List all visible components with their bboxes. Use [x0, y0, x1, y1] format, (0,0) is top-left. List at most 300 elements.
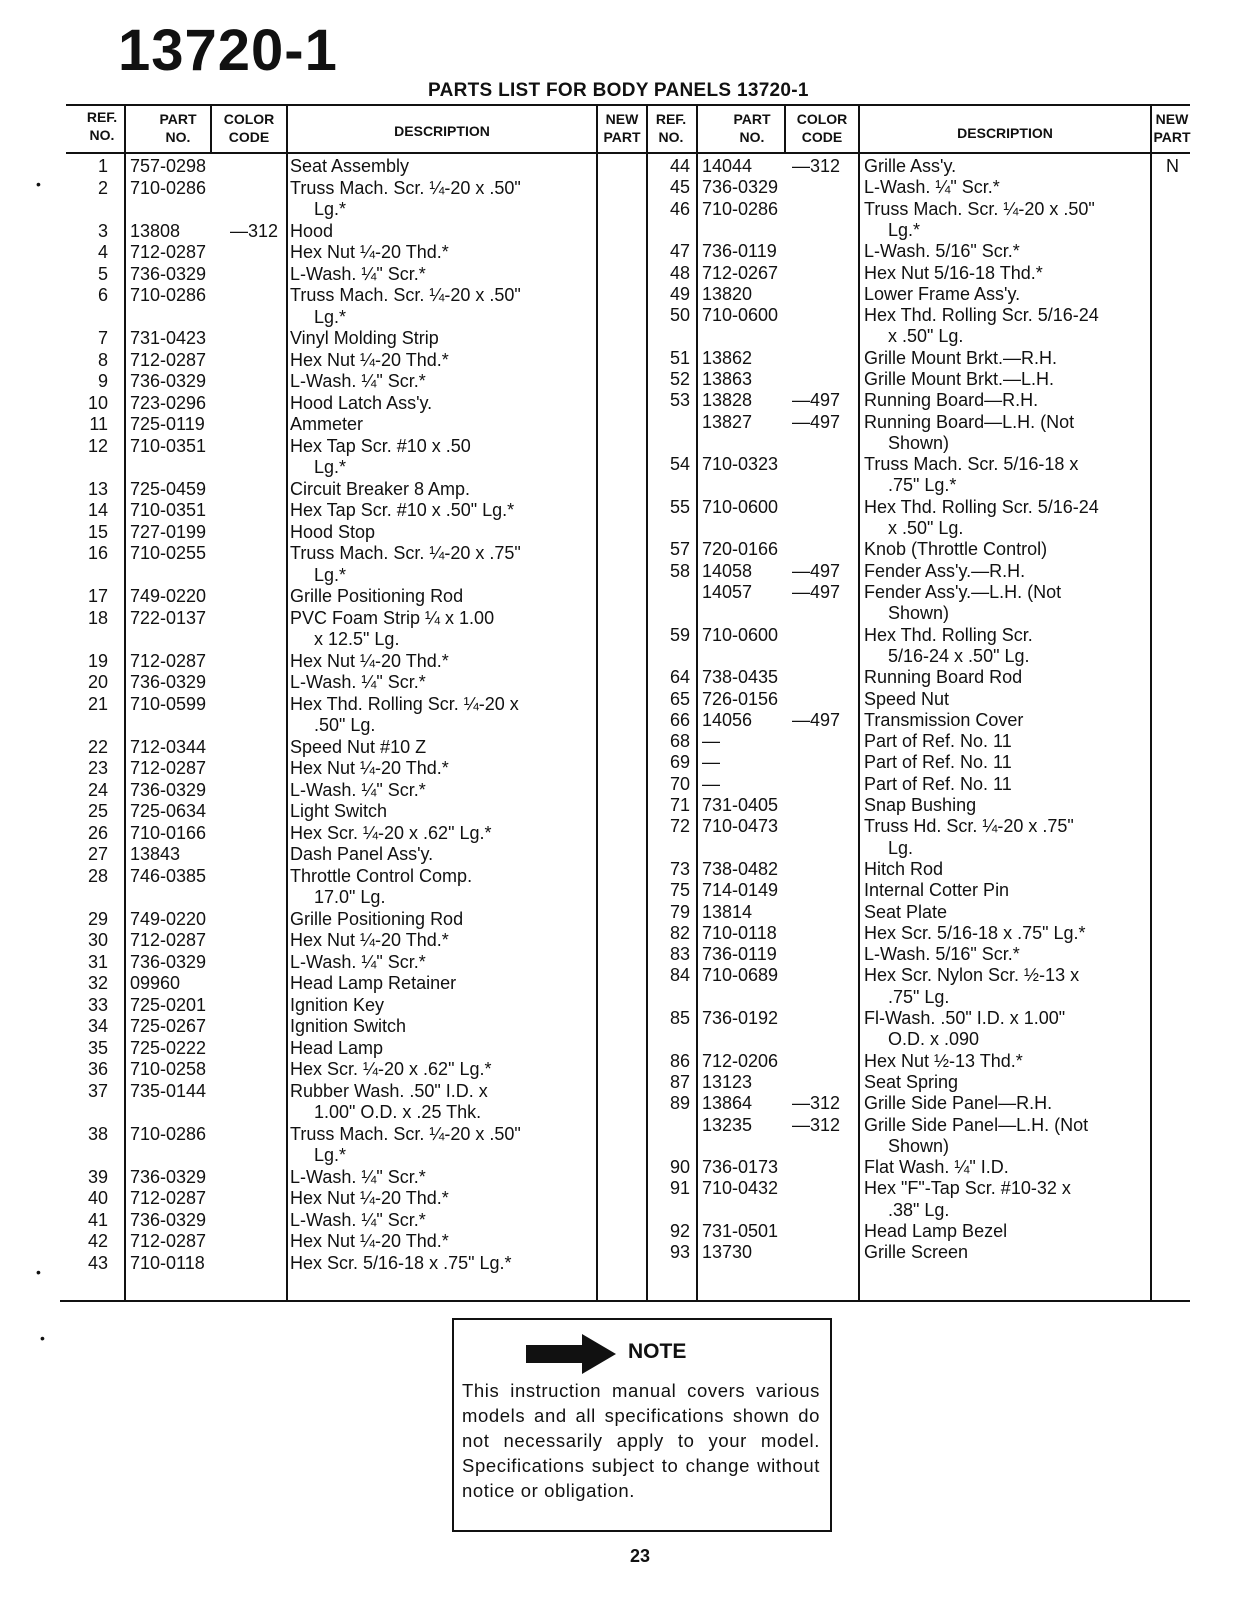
ref-no-cell: 52	[669, 369, 690, 389]
description-continued: x 12.5" Lg.	[314, 629, 400, 649]
description-cell: L-Wash. ¼" Scr.*	[290, 371, 426, 391]
description-continued: 1.00" O.D. x .25 Thk.	[314, 1102, 482, 1122]
part-no-cell: 736-0329	[130, 263, 207, 284]
description-cell: Fl-Wash. .50" I.D. x 1.00"	[864, 1008, 1066, 1028]
part-no-cell: 14058	[702, 560, 753, 581]
description-continued: Lg.*	[314, 457, 347, 477]
ref-no-cell: 49	[669, 283, 690, 304]
ref-no-cell: 25	[87, 801, 108, 821]
part-no-cell: 725-0201	[130, 994, 207, 1015]
ref-no-cell: 64	[669, 667, 690, 688]
ref-no-cell: 54	[669, 454, 690, 475]
description-cell: Snap Bushing	[864, 795, 977, 815]
description-continued: Shown)	[888, 1135, 950, 1156]
description-cell: Hex Nut ¼-20 Thd.*	[290, 349, 449, 370]
part-no-cell: 710-0323	[702, 454, 779, 475]
description-cell: Circuit Breaker 8 Amp.	[290, 478, 471, 499]
part-no-cell: 712-0287	[130, 349, 207, 370]
ref-no-cell: 70	[669, 773, 690, 794]
color-code-cell: —497	[792, 411, 841, 432]
table-row	[0, 221, 1253, 243]
table-row	[0, 263, 1253, 285]
ref-no-cell: 6	[97, 285, 108, 305]
description-continued: Lg.	[888, 837, 914, 858]
new-part-cell: N	[1166, 156, 1179, 176]
part-no-cell: 736-0329	[702, 177, 779, 198]
description-cell: L-Wash. ¼" Scr.*	[290, 1166, 426, 1187]
part-no-cell: 731-0423	[130, 328, 207, 348]
color-code-cell: —312	[230, 220, 279, 241]
part-no-cell: 710-0473	[702, 816, 779, 837]
part-no-cell: 14056	[702, 709, 753, 730]
table-row	[0, 752, 1253, 774]
ref-no-cell: 35	[87, 1037, 108, 1058]
table-header-rule	[66, 152, 1190, 154]
part-no-cell: 710-0255	[130, 543, 207, 563]
ref-no-cell: 24	[87, 779, 108, 800]
part-no-cell: 710-0286	[130, 1123, 207, 1144]
table-row	[0, 390, 1253, 412]
arrow-right-icon	[526, 1334, 616, 1374]
part-no-cell: 757-0298	[130, 156, 207, 176]
description-continued: Lg.*	[314, 306, 347, 327]
part-no-cell: 13820	[702, 283, 753, 304]
description-cell: Hex Scr. ¼-20 x .62" Lg.*	[290, 822, 492, 843]
part-no-cell: 725-0459	[130, 478, 207, 499]
part-no-cell: 722-0137	[130, 607, 207, 628]
description-cell: Truss Mach. Scr. ¼-20 x .50"	[864, 198, 1095, 219]
description-cell: Dash Panel Ass'y.	[290, 844, 434, 864]
table-row	[0, 944, 1253, 966]
table-row	[0, 710, 1253, 732]
part-no-cell: 736-0329	[130, 1209, 207, 1230]
table-row	[0, 859, 1253, 881]
part-no-cell: 13123	[702, 1071, 753, 1092]
description-cell: Hex Scr. 5/16-18 x .75" Lg.*	[864, 922, 1086, 943]
part-no-cell: 725-0267	[130, 1016, 207, 1036]
ref-no-cell: 39	[87, 1166, 108, 1187]
ref-no-cell: 11	[89, 414, 108, 434]
ref-no-cell: 33	[87, 994, 108, 1015]
ref-no-cell: 10	[87, 392, 108, 413]
description-continued: Lg.*	[314, 564, 347, 585]
ref-no-cell: 42	[87, 1231, 108, 1251]
description-cell: Part of Ref. No. 11	[864, 773, 1012, 794]
color-code-cell: —497	[792, 560, 841, 581]
part-no-cell: 710-0258	[130, 1059, 207, 1079]
description-cell: Internal Cotter Pin	[864, 880, 1010, 901]
description-cell: Grille Positioning Rod	[290, 586, 464, 606]
description-continued: Shown)	[888, 603, 950, 624]
table-row	[0, 689, 1253, 711]
description-cell: Truss Mach. Scr. ¼-20 x .75"	[290, 543, 521, 563]
ref-no-cell: 19	[87, 650, 108, 671]
table-row	[0, 539, 1253, 561]
ref-no-cell: 16	[87, 543, 108, 563]
description-cell: Light Switch	[290, 801, 388, 821]
scan-mark: •	[36, 176, 41, 192]
description-continued: x .50" Lg.	[888, 326, 964, 347]
part-no-cell: —	[702, 773, 720, 794]
model-number: 13720-1	[118, 18, 338, 83]
ref-no-cell: 46	[669, 198, 690, 219]
ref-no-cell: 50	[669, 305, 690, 326]
header-part-no: PART NO.	[733, 111, 771, 145]
ref-no-cell: 34	[87, 1016, 108, 1036]
ref-no-cell: 68	[669, 731, 690, 752]
description-cell: Hex "F"-Tap Scr. #10-32 x	[864, 1178, 1071, 1199]
ref-no-cell: 23	[87, 758, 108, 778]
description-cell: L-Wash. ¼" Scr.*	[290, 1209, 426, 1230]
table-row	[0, 902, 1253, 924]
part-no-cell: 13864	[702, 1093, 753, 1114]
description-cell: Throttle Control Comp.	[290, 865, 473, 886]
ref-no-cell: 36	[87, 1059, 108, 1079]
part-no-cell: 710-0600	[702, 305, 779, 326]
description-cell: Hood Stop	[290, 521, 376, 542]
part-no-cell: 731-0405	[702, 795, 779, 815]
ref-no-cell: 30	[87, 930, 108, 950]
table-row	[0, 328, 1253, 350]
ref-no-cell: 53	[669, 390, 690, 411]
description-cell: L-Wash. 5/16" Scr.*	[864, 241, 1020, 262]
table-row	[0, 923, 1253, 945]
description-cell: L-Wash. ¼" Scr.*	[290, 779, 426, 800]
description-cell: Hex Thd. Rolling Scr. 5/16-24	[864, 305, 1099, 326]
ref-no-cell: 15	[87, 521, 108, 542]
ref-no-cell: 12	[87, 435, 108, 456]
description-cell: Rubber Wash. .50" I.D. x	[290, 1080, 488, 1101]
ref-no-cell: 86	[669, 1050, 690, 1071]
ref-no-cell: 66	[669, 709, 690, 730]
part-no-cell: 712-0206	[702, 1050, 779, 1071]
description-cell: Hood Latch Ass'y.	[290, 392, 433, 413]
ref-no-cell: 75	[669, 880, 690, 901]
table-row	[0, 880, 1253, 902]
part-no-cell: 720-0166	[702, 539, 779, 560]
description-cell: Hex Nut ½-13 Thd.*	[864, 1050, 1023, 1071]
scan-mark: •	[36, 1264, 41, 1280]
description-cell: Head Lamp Retainer	[290, 973, 457, 993]
table-row	[0, 1157, 1253, 1179]
table-row	[0, 348, 1253, 370]
ref-no-cell: 37	[87, 1080, 108, 1101]
description-cell: Flat Wash. ¼" I.D.	[864, 1157, 1009, 1178]
table-row	[0, 177, 1253, 199]
description-cell: Running Board—R.H.	[864, 390, 1039, 411]
description-cell: Seat Spring	[864, 1071, 959, 1092]
part-no-cell: 725-0119	[130, 414, 205, 434]
ref-no-cell: 8	[97, 349, 108, 370]
description-cell: Grille Positioning Rod	[290, 908, 464, 929]
description-cell: Hex Nut ¼-20 Thd.*	[290, 242, 449, 262]
part-no-cell: 710-0118	[702, 922, 777, 943]
table-row	[0, 1242, 1253, 1264]
ref-no-cell: 79	[669, 901, 690, 922]
part-no-cell: 710-0351	[130, 500, 207, 520]
ref-no-cell: 43	[87, 1252, 108, 1273]
color-code-cell: —497	[792, 582, 841, 602]
description-cell: Hex Thd. Rolling Scr. 5/16-24	[864, 496, 1099, 517]
part-no-cell: 710-0600	[702, 624, 779, 645]
description-cell: Speed Nut #10 Z	[290, 736, 427, 757]
description-cell: Hood	[290, 220, 334, 241]
color-code-cell: —312	[792, 156, 841, 176]
part-no-cell: 712-0287	[130, 650, 207, 671]
part-no-cell: 749-0220	[130, 908, 207, 929]
header-description: DESCRIPTION	[394, 123, 490, 139]
part-no-cell: 712-0344	[130, 736, 207, 757]
description-cell: Hex Scr. Nylon Scr. ½-13 x	[864, 965, 1080, 986]
part-no-cell: 13235	[702, 1114, 753, 1135]
description-cell: Part of Ref. No. 11	[864, 752, 1012, 773]
part-no-cell: 723-0296	[130, 392, 207, 413]
table-row	[0, 156, 1253, 178]
ref-no-cell: 31	[87, 951, 108, 972]
part-no-cell: 712-0287	[130, 930, 207, 950]
ref-no-cell: 14	[87, 500, 108, 520]
description-cell: PVC Foam Strip ¼ x 1.00	[290, 607, 495, 628]
description-cell: Hex Scr. 5/16-18 x .75" Lg.*	[290, 1252, 512, 1273]
description-continued: Lg.*	[314, 199, 347, 219]
part-no-cell: 712-0287	[130, 242, 207, 262]
ref-no-cell: 13	[87, 478, 108, 499]
table-row	[0, 774, 1253, 796]
part-no-cell: 14044	[702, 156, 753, 176]
ref-no-cell: 44	[669, 156, 690, 176]
description-continued: 17.0" Lg.	[314, 887, 386, 907]
description-cell: Hitch Rod	[864, 858, 944, 879]
header-color-code: COLOR CODE	[223, 111, 275, 145]
ref-no-cell: 72	[669, 816, 690, 837]
description-cell: Grille Ass'y.	[864, 156, 957, 176]
ref-no-cell: 48	[669, 262, 690, 283]
part-no-cell: 712-0267	[702, 262, 779, 283]
parts-list-heading: PARTS LIST FOR BODY PANELS 13720-1	[428, 80, 809, 101]
description-cell: Vinyl Molding Strip	[290, 328, 439, 348]
ref-no-cell: 5	[97, 263, 108, 284]
table-row	[0, 667, 1253, 689]
table-row	[0, 369, 1253, 391]
part-no-cell: 13814	[702, 901, 753, 922]
description-cell: Head Lamp	[290, 1037, 384, 1058]
description-cell: Hex Thd. Rolling Scr. ¼-20 x	[290, 693, 519, 714]
description-cell: Seat Plate	[864, 901, 948, 922]
ref-no-cell: 47	[669, 241, 690, 262]
ref-no-cell: 21	[87, 693, 108, 714]
description-continued: .75" Lg.	[888, 986, 950, 1007]
ref-no-cell: 17	[87, 586, 108, 606]
page-number: 23	[630, 1546, 651, 1566]
header-color-code: COLOR CODE	[796, 111, 848, 145]
part-no-cell: 710-0166	[130, 822, 207, 843]
part-no-cell: 14057	[702, 582, 753, 602]
description-cell: Hex Nut ¼-20 Thd.*	[290, 758, 449, 778]
table-row	[0, 284, 1253, 306]
description-cell: Running Board Rod	[864, 667, 1023, 688]
ref-no-cell: 7	[97, 328, 108, 348]
part-no-cell: 726-0156	[702, 688, 779, 709]
description-cell: Grille Side Panel—L.H. (Not	[864, 1114, 1089, 1135]
description-cell: Hex Scr. ¼-20 x .62" Lg.*	[290, 1059, 492, 1079]
table-row	[0, 1051, 1253, 1073]
part-no-cell: —	[702, 731, 720, 752]
part-no-cell: 710-0286	[130, 177, 207, 198]
description-cell: Seat Assembly	[290, 156, 410, 176]
part-no-cell: 731-0501	[702, 1221, 779, 1241]
table-top-rule	[66, 104, 1190, 106]
part-no-cell: 736-0119	[702, 944, 777, 965]
header-description: DESCRIPTION	[957, 125, 1053, 141]
description-cell: L-Wash. ¼" Scr.*	[290, 951, 426, 972]
part-no-cell: 13828	[702, 390, 753, 411]
part-no-cell: 736-0173	[702, 1157, 779, 1178]
part-no-cell: 710-0600	[702, 496, 779, 517]
part-no-cell: 736-0329	[130, 371, 207, 391]
ref-no-cell: 85	[669, 1008, 690, 1028]
description-cell: Ignition Key	[290, 994, 385, 1015]
ref-no-cell: 91	[669, 1178, 690, 1199]
description-cell: Truss Hd. Scr. ¼-20 x .75"	[864, 816, 1074, 837]
description-cell: Fender Ass'y.—L.H. (Not	[864, 582, 1062, 602]
table-row	[0, 731, 1253, 753]
ref-no-cell: 51	[669, 347, 690, 368]
ref-no-cell: 22	[87, 736, 108, 757]
ref-no-cell: 20	[87, 672, 108, 692]
description-continued: 5/16-24 x .50" Lg.	[888, 645, 1030, 666]
part-no-cell: —	[702, 752, 720, 773]
part-no-cell: 736-0329	[130, 1166, 207, 1187]
part-no-cell: 727-0199	[130, 521, 207, 542]
part-no-cell: 712-0287	[130, 1231, 207, 1251]
ref-no-cell: 58	[669, 560, 690, 581]
part-no-cell: 13808	[130, 220, 181, 241]
part-no-cell: 13730	[702, 1242, 753, 1263]
ref-no-cell: 82	[669, 922, 690, 943]
description-cell: Transmission Cover	[864, 709, 1024, 730]
ref-no-cell: 57	[669, 539, 690, 560]
description-cell: Hex Tap Scr. #10 x .50" Lg.*	[290, 500, 515, 520]
description-cell: Hex Thd. Rolling Scr.	[864, 624, 1033, 645]
ref-no-cell: 2	[97, 177, 108, 198]
description-continued: Lg.*	[314, 1145, 347, 1165]
table-row	[0, 1093, 1253, 1115]
header-ref-no: REF. NO.	[86, 109, 118, 143]
part-no-cell: 738-0482	[702, 858, 779, 879]
description-continued: O.D. x .090	[888, 1029, 980, 1050]
description-cell: Truss Mach. Scr. ¼-20 x .50"	[290, 285, 521, 305]
part-no-cell: 736-0329	[130, 779, 207, 800]
part-no-cell: 13827	[702, 411, 753, 432]
note-text: This instruction manual covers various models and all specifications shown do not necessarily apply to your model. Specifications subject to change without notice or obligation.	[462, 1380, 820, 1501]
header-ref-no: REF. NO.	[655, 111, 687, 145]
table-row	[0, 561, 1253, 583]
description-cell: Knob (Throttle Control)	[864, 539, 1048, 560]
description-cell: Running Board—L.H. (Not	[864, 411, 1075, 432]
part-no-cell: 736-0329	[130, 672, 207, 692]
ref-no-cell: 38	[87, 1123, 108, 1144]
part-no-cell: 714-0149	[702, 880, 779, 901]
ref-no-cell: 83	[669, 944, 690, 965]
part-no-cell: 710-0351	[130, 435, 207, 456]
description-continued: .38" Lg.	[888, 1199, 950, 1220]
part-no-cell: 710-0118	[130, 1252, 205, 1273]
table-row	[0, 1072, 1253, 1094]
description-cell: Grille Mount Brkt.—L.H.	[864, 369, 1055, 389]
ref-no-cell: 32	[87, 973, 108, 993]
description-continued: .50" Lg.	[314, 715, 376, 735]
part-no-cell: 725-0222	[130, 1037, 207, 1058]
note-box	[452, 1318, 832, 1532]
part-no-cell: 725-0634	[130, 801, 207, 821]
description-cell: Hex Nut ¼-20 Thd.*	[290, 930, 449, 950]
ref-no-cell: 1	[97, 156, 108, 176]
table-row	[0, 241, 1253, 263]
color-code-cell: —497	[792, 390, 841, 411]
part-no-cell: 749-0220	[130, 586, 207, 606]
description-cell: Truss Mach. Scr. ¼-20 x .50"	[290, 1123, 521, 1144]
part-no-cell: 736-0192	[702, 1008, 779, 1028]
part-no-cell: 13843	[130, 844, 181, 864]
description-cell: Hex Nut ¼-20 Thd.*	[290, 650, 449, 671]
ref-no-cell: 4	[97, 242, 108, 262]
part-no-cell: 736-0329	[130, 951, 207, 972]
description-cell: Part of Ref. No. 11	[864, 731, 1012, 752]
table-bottom-rule	[60, 1300, 1190, 1302]
ref-no-cell: 71	[669, 795, 690, 815]
part-no-cell: 13863	[702, 369, 753, 389]
description-cell: Hex Nut ¼-20 Thd.*	[290, 1231, 449, 1251]
ref-no-cell: 18	[87, 607, 108, 628]
description-cell: Truss Mach. Scr. ¼-20 x .50"	[290, 177, 521, 198]
description-cell: L-Wash. 5/16" Scr.*	[864, 944, 1020, 965]
part-no-cell: 746-0385	[130, 865, 207, 886]
description-cell: Hex Tap Scr. #10 x .50	[290, 435, 471, 456]
ref-no-cell: 69	[669, 752, 690, 773]
ref-no-cell: 73	[669, 858, 690, 879]
table-row	[0, 1221, 1253, 1243]
ref-no-cell: 65	[669, 688, 690, 709]
ref-no-cell: 93	[669, 1242, 690, 1263]
description-cell: L-Wash. ¼" Scr.*	[864, 177, 1000, 198]
ref-no-cell: 29	[87, 908, 108, 929]
ref-no-cell: 28	[87, 865, 108, 886]
color-code-cell: —497	[792, 709, 841, 730]
description-cell: Lower Frame Ass'y.	[864, 283, 1021, 304]
ref-no-cell: 27	[87, 844, 108, 864]
table-row	[0, 795, 1253, 817]
ref-no-cell: 59	[669, 624, 690, 645]
description-cell: Ammeter	[290, 414, 364, 434]
part-no-cell: 710-0689	[702, 965, 779, 986]
ref-no-cell: 41	[87, 1209, 108, 1230]
part-no-cell: 738-0435	[702, 667, 779, 688]
color-code-cell: —312	[792, 1093, 841, 1114]
description-cell: Fender Ass'y.—R.H.	[864, 560, 1026, 581]
color-code-cell: —312	[792, 1114, 841, 1135]
header-new-part: NEW PART	[603, 111, 641, 145]
part-no-cell: 710-0432	[702, 1178, 779, 1199]
scan-mark: •	[40, 1330, 45, 1346]
part-no-cell: 09960	[130, 973, 181, 993]
description-cell: Hex Nut 5/16-18 Thd.*	[864, 262, 1043, 283]
part-no-cell: 710-0286	[702, 198, 779, 219]
ref-no-cell: 40	[87, 1188, 108, 1208]
part-no-cell: 712-0287	[130, 758, 207, 778]
ref-no-cell: 55	[669, 496, 690, 517]
description-cell: Speed Nut	[864, 688, 950, 709]
ref-no-cell: 84	[669, 965, 690, 986]
